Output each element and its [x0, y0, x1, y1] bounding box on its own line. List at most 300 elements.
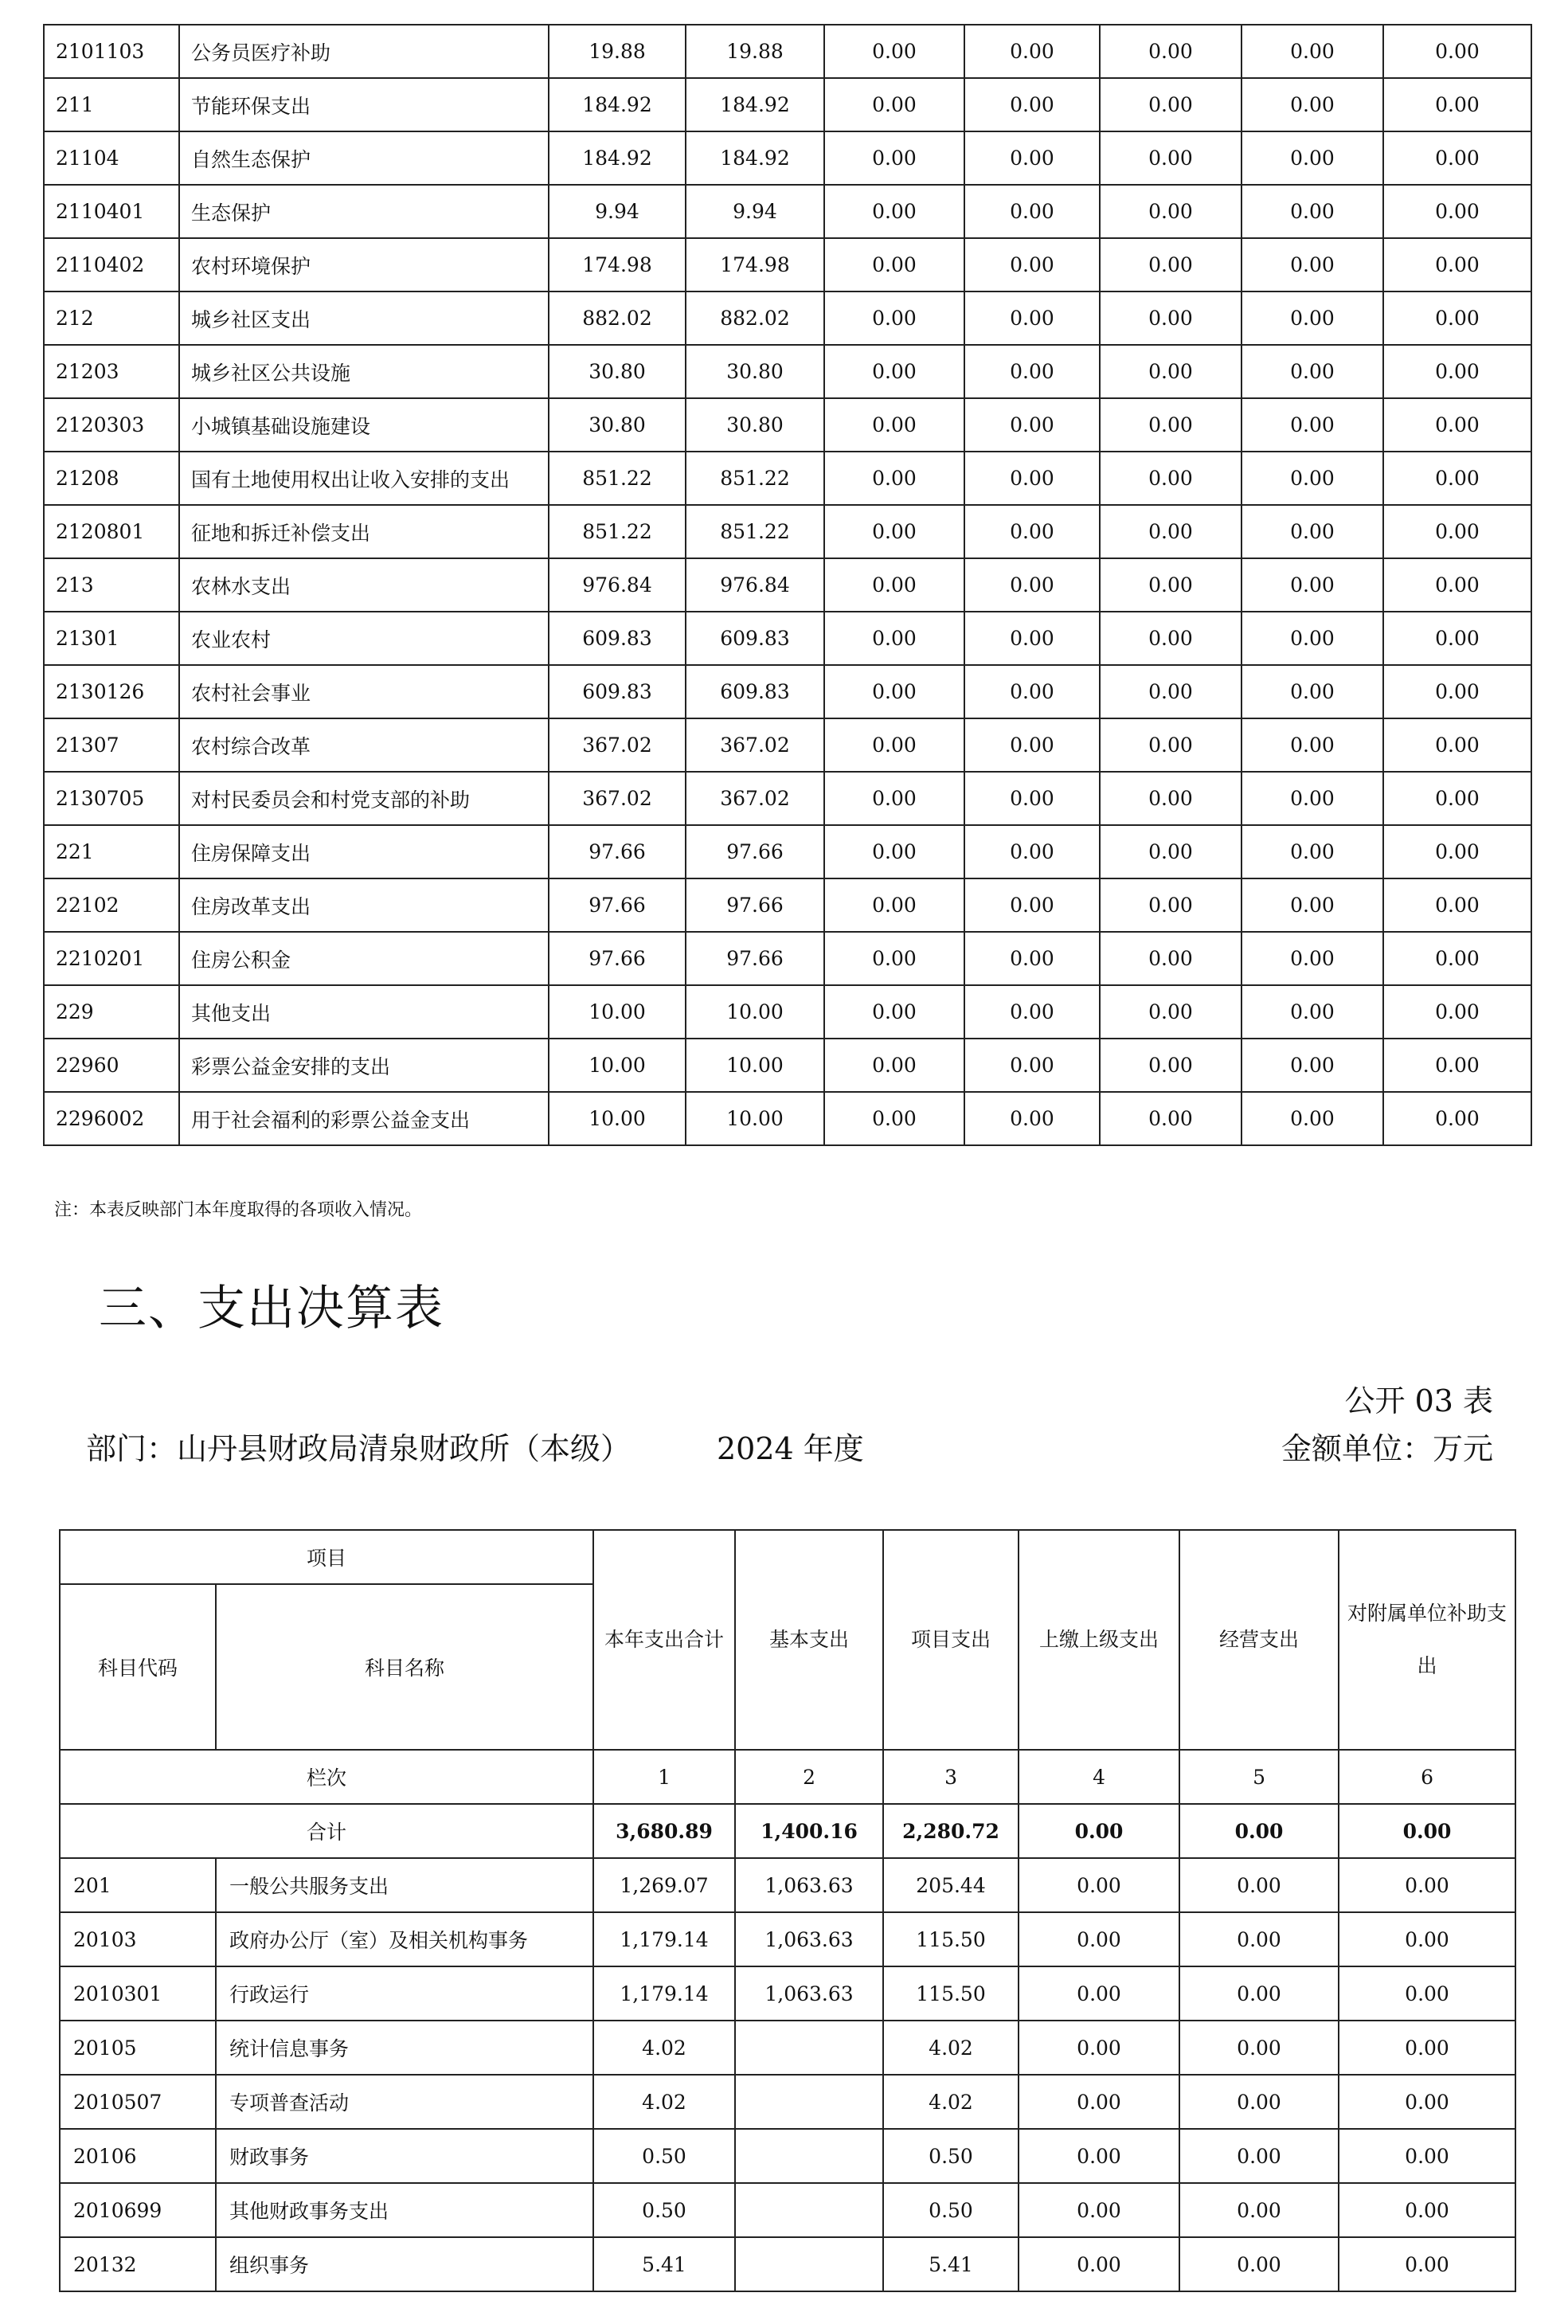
amount-cell: 0.00: [1339, 2183, 1515, 2237]
amount-cell: 0.50: [883, 2183, 1019, 2237]
amount-cell: 0.00: [1383, 825, 1531, 878]
total-value: 1,400.16: [735, 1804, 883, 1858]
table-row: [44, 665, 1531, 718]
amount-cell: 4.02: [883, 2021, 1019, 2075]
amount-cell: 0.00: [1383, 612, 1531, 665]
account-code: 2296002: [44, 1092, 179, 1145]
account-name: 用于社会福利的彩票公益金支出: [179, 1092, 549, 1145]
col-index: 2: [735, 1750, 883, 1804]
amount-cell: 0.00: [1241, 452, 1383, 505]
col-index: 5: [1179, 1750, 1339, 1804]
account-code: 20106: [60, 2129, 216, 2183]
amount-cell: 0.00: [1241, 1092, 1383, 1145]
amount-cell: 1,063.63: [735, 1912, 883, 1966]
table-row: [44, 78, 1531, 131]
amount-cell: 0.00: [824, 505, 964, 558]
account-code: 20105: [60, 2021, 216, 2075]
account-code: 2120801: [44, 505, 179, 558]
account-name: 节能环保支出: [179, 78, 549, 131]
amount-cell: 0.00: [1339, 1912, 1515, 1966]
amount-cell: 0.00: [1179, 2129, 1339, 2183]
amount-cell: 0.00: [824, 985, 964, 1039]
amount-cell: 0.00: [1179, 2075, 1339, 2129]
account-code: 2110401: [44, 185, 179, 238]
amount-cell: 0.00: [1383, 1039, 1531, 1092]
income-table-continued: [43, 24, 1532, 1146]
account-code: 213: [44, 558, 179, 612]
header-col-operation: 经营支出: [1179, 1530, 1339, 1750]
amount-cell: 0.00: [1383, 238, 1531, 291]
expense-table: [59, 1529, 1516, 2292]
table-row: [44, 345, 1531, 398]
department-label: 部门：山丹县财政局清泉财政所（本级）: [86, 1431, 632, 1466]
account-code: 212: [44, 291, 179, 345]
table-row: [60, 2021, 1515, 2075]
amount-cell: 0.00: [964, 985, 1100, 1039]
account-name: 小城镇基础设施建设: [179, 398, 549, 452]
amount-cell: 0.00: [964, 772, 1100, 825]
amount-cell: 0.00: [1339, 1966, 1515, 2021]
amount-cell: 10.00: [549, 985, 686, 1039]
amount-cell: 0.00: [1100, 452, 1241, 505]
amount-cell: 0.00: [1241, 185, 1383, 238]
total-value: 3,680.89: [593, 1804, 735, 1858]
amount-cell: 0.00: [1179, 2183, 1339, 2237]
table-row: [44, 932, 1531, 985]
account-code: 21104: [44, 131, 179, 185]
amount-cell: 0.00: [1179, 1966, 1339, 2021]
table-row: [44, 398, 1531, 452]
amount-cell: 0.00: [964, 1039, 1100, 1092]
account-name: 自然生态保护: [179, 131, 549, 185]
amount-cell: 0.00: [1241, 25, 1383, 78]
amount-cell: 30.80: [686, 398, 824, 452]
account-name: 对村民委员会和村党支部的补助: [179, 772, 549, 825]
amount-cell: 10.00: [549, 1039, 686, 1092]
account-name: 农村综合改革: [179, 718, 549, 772]
amount-cell: 0.00: [1383, 718, 1531, 772]
amount-cell: 0.00: [1100, 25, 1241, 78]
amount-cell: 0.00: [824, 772, 964, 825]
amount-cell: 184.92: [549, 131, 686, 185]
amount-cell: 0.00: [1100, 772, 1241, 825]
table-row: [44, 238, 1531, 291]
account-name: 国有土地使用权出让收入安排的支出: [179, 452, 549, 505]
amount-cell: 10.00: [686, 1092, 824, 1145]
amount-cell: 0.00: [964, 131, 1100, 185]
account-code: 21208: [44, 452, 179, 505]
amount-cell: 0.00: [1241, 505, 1383, 558]
amount-cell: 0.00: [1100, 825, 1241, 878]
amount-cell: 9.94: [686, 185, 824, 238]
amount-cell: 0.00: [1100, 238, 1241, 291]
amount-cell: 0.00: [1241, 1039, 1383, 1092]
account-name: 彩票公益金安排的支出: [179, 1039, 549, 1092]
amount-cell: 5.41: [593, 2237, 735, 2291]
col-index-label: 栏次: [60, 1750, 593, 1804]
total-value: 0.00: [1019, 1804, 1179, 1858]
amount-cell: 0.00: [1383, 185, 1531, 238]
account-name: 生态保护: [179, 185, 549, 238]
account-code: 2101103: [44, 25, 179, 78]
amount-cell: 976.84: [686, 558, 824, 612]
amount-cell: 0.00: [964, 78, 1100, 131]
account-code: 2010301: [60, 1966, 216, 2021]
table-row: [44, 718, 1531, 772]
amount-cell: 367.02: [686, 718, 824, 772]
amount-cell: 0.00: [1100, 985, 1241, 1039]
amount-cell: [735, 2021, 883, 2075]
amount-cell: 0.00: [824, 558, 964, 612]
amount-cell: 19.88: [686, 25, 824, 78]
form-id: 公开 03 表: [1344, 1383, 1493, 1418]
amount-cell: 0.00: [1339, 2021, 1515, 2075]
amount-cell: 0.00: [824, 878, 964, 932]
amount-cell: 97.66: [549, 932, 686, 985]
amount-cell: 184.92: [686, 131, 824, 185]
table-row: [44, 772, 1531, 825]
amount-cell: 0.00: [1019, 1858, 1179, 1912]
amount-unit: 金额单位：万元: [1281, 1431, 1493, 1466]
amount-cell: 0.00: [1383, 131, 1531, 185]
account-code: 2120303: [44, 398, 179, 452]
amount-cell: 851.22: [686, 452, 824, 505]
header-name: 科目名称: [216, 1584, 593, 1750]
amount-cell: 0.50: [883, 2129, 1019, 2183]
amount-cell: 0.00: [964, 878, 1100, 932]
amount-cell: 0.00: [824, 825, 964, 878]
account-name: 专项普查活动: [216, 2075, 593, 2129]
amount-cell: [735, 2075, 883, 2129]
amount-cell: 4.02: [593, 2021, 735, 2075]
amount-cell: 0.00: [964, 25, 1100, 78]
account-code: 2110402: [44, 238, 179, 291]
amount-cell: 0.00: [1019, 2075, 1179, 2129]
amount-cell: 0.00: [964, 452, 1100, 505]
amount-cell: 0.00: [1019, 2237, 1179, 2291]
amount-cell: 184.92: [549, 78, 686, 131]
table-row: [44, 185, 1531, 238]
amount-cell: 0.00: [1019, 2183, 1179, 2237]
amount-cell: 1,179.14: [593, 1912, 735, 1966]
amount-cell: 0.00: [964, 185, 1100, 238]
account-code: 2010507: [60, 2075, 216, 2129]
account-code: 20132: [60, 2237, 216, 2291]
total-value: 0.00: [1339, 1804, 1515, 1858]
total-value: 0.00: [1179, 1804, 1339, 1858]
table-row: [44, 131, 1531, 185]
amount-cell: [735, 2129, 883, 2183]
amount-cell: 0.00: [824, 1092, 964, 1145]
table-row: [44, 558, 1531, 612]
amount-cell: 0.00: [1383, 398, 1531, 452]
table-row: [44, 1039, 1531, 1092]
account-name: 财政事务: [216, 2129, 593, 2183]
amount-cell: 0.00: [1100, 291, 1241, 345]
account-code: 20103: [60, 1912, 216, 1966]
amount-cell: 0.00: [824, 238, 964, 291]
col-index: 3: [883, 1750, 1019, 1804]
amount-cell: 609.83: [549, 665, 686, 718]
amount-cell: 0.00: [1241, 878, 1383, 932]
fiscal-year: 2024 年度: [717, 1431, 864, 1466]
amount-cell: 30.80: [686, 345, 824, 398]
account-name: 城乡社区公共设施: [179, 345, 549, 398]
amount-cell: 0.00: [1383, 345, 1531, 398]
amount-cell: 0.00: [1100, 131, 1241, 185]
amount-cell: 0.00: [1383, 985, 1531, 1039]
account-name: 农村环境保护: [179, 238, 549, 291]
amount-cell: 0.00: [1100, 665, 1241, 718]
col-index: 6: [1339, 1750, 1515, 1804]
amount-cell: 0.00: [824, 1039, 964, 1092]
amount-cell: 0.00: [1179, 2021, 1339, 2075]
amount-cell: 9.94: [549, 185, 686, 238]
amount-cell: 0.00: [1383, 878, 1531, 932]
account-code: 211: [44, 78, 179, 131]
amount-cell: 0.00: [1241, 238, 1383, 291]
amount-cell: 0.00: [824, 452, 964, 505]
amount-cell: 0.00: [1100, 718, 1241, 772]
amount-cell: 367.02: [686, 772, 824, 825]
amount-cell: 0.00: [1100, 878, 1241, 932]
amount-cell: [735, 2183, 883, 2237]
amount-cell: 97.66: [549, 825, 686, 878]
table-row: [60, 2183, 1515, 2237]
account-name: 其他支出: [179, 985, 549, 1039]
account-name: 农村社会事业: [179, 665, 549, 718]
table-row: [44, 612, 1531, 665]
amount-cell: 0.00: [964, 238, 1100, 291]
amount-cell: 0.00: [1100, 78, 1241, 131]
amount-cell: 609.83: [686, 665, 824, 718]
table-row: [60, 2075, 1515, 2129]
amount-cell: 0.00: [1383, 452, 1531, 505]
amount-cell: 0.00: [824, 665, 964, 718]
amount-cell: 97.66: [686, 932, 824, 985]
account-code: 21307: [44, 718, 179, 772]
amount-cell: 0.00: [1100, 345, 1241, 398]
amount-cell: 0.00: [1241, 772, 1383, 825]
amount-cell: 0.00: [1339, 2075, 1515, 2129]
table-row: [44, 1092, 1531, 1145]
account-name: 住房改革支出: [179, 878, 549, 932]
amount-cell: 30.80: [549, 398, 686, 452]
amount-cell: 976.84: [549, 558, 686, 612]
account-code: 201: [60, 1858, 216, 1912]
amount-cell: 0.00: [1241, 345, 1383, 398]
amount-cell: 174.98: [686, 238, 824, 291]
amount-cell: 0.00: [1241, 612, 1383, 665]
amount-cell: 174.98: [549, 238, 686, 291]
header-col-total: 本年支出合计: [593, 1530, 735, 1750]
amount-cell: 0.00: [1100, 1092, 1241, 1145]
amount-cell: 0.00: [964, 1092, 1100, 1145]
account-code: 22102: [44, 878, 179, 932]
table-row: [60, 1858, 1515, 1912]
table-row: [44, 878, 1531, 932]
amount-cell: 0.00: [824, 78, 964, 131]
amount-cell: 0.00: [1339, 2237, 1515, 2291]
amount-cell: 97.66: [686, 825, 824, 878]
amount-cell: 0.50: [593, 2183, 735, 2237]
amount-cell: 0.00: [1383, 1092, 1531, 1145]
header-col-subsidy: 对附属单位补助支出: [1339, 1530, 1515, 1750]
amount-cell: 10.00: [686, 1039, 824, 1092]
amount-cell: 0.00: [1179, 2237, 1339, 2291]
amount-cell: 0.00: [1383, 505, 1531, 558]
header-project: 项目: [60, 1530, 593, 1584]
account-code: 21301: [44, 612, 179, 665]
amount-cell: 0.00: [964, 665, 1100, 718]
account-name: 住房保障支出: [179, 825, 549, 878]
account-code: 2130126: [44, 665, 179, 718]
amount-cell: 0.00: [1383, 932, 1531, 985]
amount-cell: 0.00: [964, 825, 1100, 878]
amount-cell: 0.00: [964, 505, 1100, 558]
amount-cell: 0.00: [824, 398, 964, 452]
header-col-remit: 上缴上级支出: [1019, 1530, 1179, 1750]
table-row: [60, 2237, 1515, 2291]
amount-cell: 0.00: [1179, 1912, 1339, 1966]
header-code: 科目代码: [60, 1584, 216, 1750]
amount-cell: 205.44: [883, 1858, 1019, 1912]
amount-cell: 1,269.07: [593, 1858, 735, 1912]
amount-cell: 0.00: [824, 25, 964, 78]
table-row: [44, 825, 1531, 878]
amount-cell: 367.02: [549, 718, 686, 772]
account-name: 政府办公厅（室）及相关机构事务: [216, 1912, 593, 1966]
account-name: 农业农村: [179, 612, 549, 665]
amount-cell: 0.00: [964, 718, 1100, 772]
table-row: [60, 1966, 1515, 2021]
amount-cell: 0.00: [824, 131, 964, 185]
amount-cell: 0.00: [824, 345, 964, 398]
amount-cell: 609.83: [686, 612, 824, 665]
col-index: 1: [593, 1750, 735, 1804]
amount-cell: 0.00: [1383, 25, 1531, 78]
amount-cell: 0.00: [1241, 825, 1383, 878]
amount-cell: 115.50: [883, 1966, 1019, 2021]
amount-cell: 0.00: [1241, 291, 1383, 345]
amount-cell: 0.00: [964, 558, 1100, 612]
amount-cell: 0.00: [1241, 78, 1383, 131]
amount-cell: 0.00: [964, 398, 1100, 452]
account-code: 2130705: [44, 772, 179, 825]
table-row: [44, 985, 1531, 1039]
amount-cell: 367.02: [549, 772, 686, 825]
amount-cell: 30.80: [549, 345, 686, 398]
amount-cell: 0.00: [1100, 1039, 1241, 1092]
account-name: 征地和拆迁补偿支出: [179, 505, 549, 558]
amount-cell: 0.00: [964, 345, 1100, 398]
section-title: 三、支出决算表: [99, 1281, 444, 1336]
amount-cell: 0.00: [1241, 985, 1383, 1039]
account-name: 一般公共服务支出: [216, 1858, 593, 1912]
amount-cell: 0.00: [1241, 131, 1383, 185]
amount-cell: 0.00: [1383, 772, 1531, 825]
amount-cell: 851.22: [549, 505, 686, 558]
account-name: 统计信息事务: [216, 2021, 593, 2075]
amount-cell: 0.00: [1100, 185, 1241, 238]
amount-cell: 4.02: [593, 2075, 735, 2129]
header-col-project: 项目支出: [883, 1530, 1019, 1750]
account-name: 行政运行: [216, 1966, 593, 2021]
amount-cell: 0.00: [1100, 612, 1241, 665]
amount-cell: 609.83: [549, 612, 686, 665]
amount-cell: 115.50: [883, 1912, 1019, 1966]
total-label: 合计: [60, 1804, 593, 1858]
amount-cell: 0.00: [1019, 2021, 1179, 2075]
amount-cell: 19.88: [549, 25, 686, 78]
amount-cell: 851.22: [686, 505, 824, 558]
amount-cell: 0.00: [824, 185, 964, 238]
account-code: 2210201: [44, 932, 179, 985]
amount-cell: 0.00: [1383, 291, 1531, 345]
amount-cell: 0.00: [964, 612, 1100, 665]
amount-cell: 0.00: [1241, 932, 1383, 985]
header-col-basic: 基本支出: [735, 1530, 883, 1750]
table-row: [60, 2129, 1515, 2183]
amount-cell: 0.00: [1241, 558, 1383, 612]
table-row: [44, 452, 1531, 505]
amount-cell: 0.00: [1100, 932, 1241, 985]
table-row: [44, 505, 1531, 558]
account-name: 住房公积金: [179, 932, 549, 985]
table-row: [44, 291, 1531, 345]
table-row: [60, 1912, 1515, 1966]
amount-cell: 0.00: [1383, 558, 1531, 612]
amount-cell: 1,063.63: [735, 1858, 883, 1912]
col-index: 4: [1019, 1750, 1179, 1804]
account-code: 21203: [44, 345, 179, 398]
amount-cell: 97.66: [686, 878, 824, 932]
amount-cell: 0.00: [964, 932, 1100, 985]
amount-cell: 0.00: [824, 612, 964, 665]
amount-cell: 5.41: [883, 2237, 1019, 2291]
amount-cell: 1,063.63: [735, 1966, 883, 2021]
total-value: 2,280.72: [883, 1804, 1019, 1858]
amount-cell: 0.00: [1019, 2129, 1179, 2183]
account-name: 农林水支出: [179, 558, 549, 612]
account-code: 229: [44, 985, 179, 1039]
amount-cell: 0.00: [964, 291, 1100, 345]
amount-cell: 4.02: [883, 2075, 1019, 2129]
amount-cell: 0.00: [1241, 665, 1383, 718]
amount-cell: 0.00: [1100, 398, 1241, 452]
amount-cell: 10.00: [549, 1092, 686, 1145]
amount-cell: [735, 2237, 883, 2291]
amount-cell: 0.00: [824, 932, 964, 985]
account-code: 2010699: [60, 2183, 216, 2237]
amount-cell: 0.00: [1019, 1966, 1179, 2021]
amount-cell: 0.00: [1019, 1912, 1179, 1966]
table-row: [44, 25, 1531, 78]
account-name: 公务员医疗补助: [179, 25, 549, 78]
amount-cell: 882.02: [686, 291, 824, 345]
amount-cell: 184.92: [686, 78, 824, 131]
amount-cell: 0.00: [1100, 558, 1241, 612]
amount-cell: 0.00: [1241, 398, 1383, 452]
account-code: 221: [44, 825, 179, 878]
account-name: 组织事务: [216, 2237, 593, 2291]
amount-cell: 97.66: [549, 878, 686, 932]
amount-cell: 0.00: [824, 291, 964, 345]
amount-cell: 851.22: [549, 452, 686, 505]
amount-cell: 0.00: [1100, 505, 1241, 558]
amount-cell: 0.00: [1179, 1858, 1339, 1912]
amount-cell: 0.50: [593, 2129, 735, 2183]
